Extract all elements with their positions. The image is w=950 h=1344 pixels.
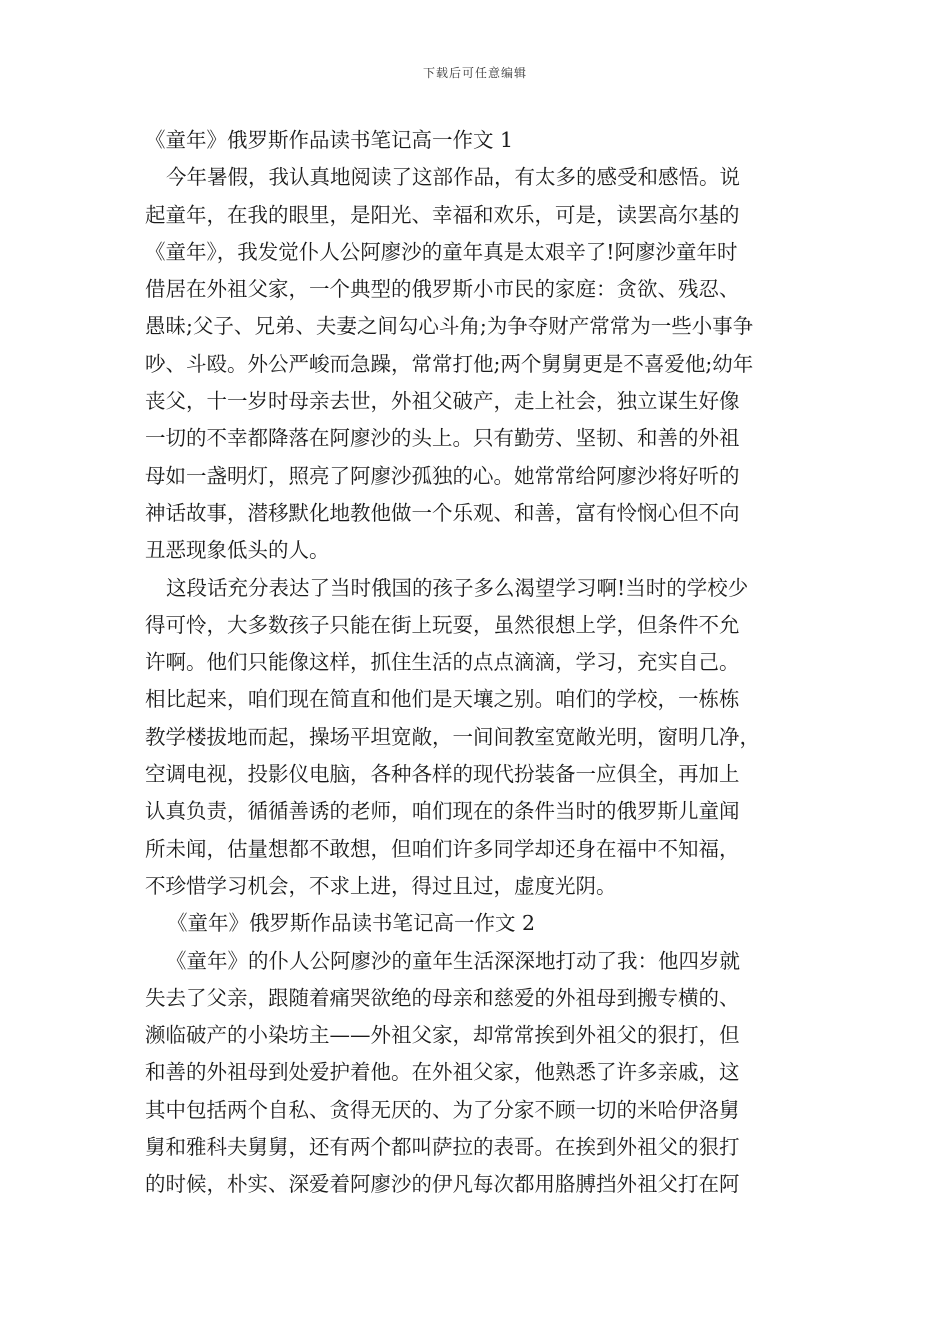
- paragraph-line: 所未闻，估量想都不敢想，但咱们许多同学却还身在福中不知福，: [145, 836, 740, 861]
- paragraph-line: 濒临破产的小染坊主——外祖父家，却常常挨到外祖父的狠打，但: [145, 1023, 740, 1048]
- paragraph-line: 丑恶现象低头的人。: [145, 538, 330, 563]
- paragraph-line: 的时候，朴实、深爱着阿廖沙的伊凡每次都用胳膊挡外祖父打在阿: [145, 1172, 740, 1197]
- paragraph-line: 舅和雅科夫舅舅，还有两个都叫萨拉的表哥。在挨到外祖父的狠打: [145, 1135, 740, 1160]
- paragraph-line: 《童年》，我发觉仆人公阿廖沙的童年真是太艰辛了!阿廖沙童年时: [145, 239, 738, 264]
- paragraph-line: 不珍惜学习机会，不求上进，得过且过，虚度光阴。: [145, 873, 617, 898]
- paragraph-line: 空调电视，投影仪电脑，各种各样的现代扮装备一应俱全，再加上: [145, 762, 740, 787]
- article1-paragraph-2: [145, 570, 825, 906]
- article1-paragraph-1: [145, 159, 825, 569]
- paragraph-line: 许啊。他们只能像这样，抓住生活的点点滴滴，学习，充实自己。: [145, 650, 740, 675]
- article-title-2: 《童年》俄罗斯作品读书笔记高一作文 2: [167, 911, 536, 936]
- paragraph-line: 愚昧;父子、兄弟、夫妻之间勾心斗角;为争夺财产常常为一些小事争: [145, 314, 754, 339]
- header-note: 下载后可任意编辑: [422, 66, 527, 80]
- paragraph-line: 《童年》的仆人公阿廖沙的童年生活深深地打动了我：他四岁就: [166, 948, 740, 973]
- paragraph-line: 得可怜，大多数孩子只能在街上玩耍，虽然很想上学，但条件不允: [145, 612, 740, 637]
- paragraph-line: 起童年，在我的眼里，是阳光、幸福和欢乐，可是，读罢高尔基的: [145, 202, 740, 227]
- paragraph-line: 失去了父亲，跟随着痛哭欲绝的母亲和慈爱的外祖母到搬专横的、: [145, 985, 740, 1010]
- paragraph-line: 丧父，十一岁时母亲去世，外祖父破产，走上社会，独立谋生好像: [145, 389, 740, 414]
- paragraph-line: 这段话充分表达了当时俄国的孩子多么渴望学习啊!当时的学校少: [166, 575, 749, 600]
- paragraph-line: 吵、斗殴。外公严峻而急躁，常常打他;两个舅舅更是不喜爱他;幼年: [145, 351, 754, 376]
- paragraph-line: 母如一盏明灯，照亮了阿廖沙孤独的心。她常常给阿廖沙将好听的: [145, 463, 740, 488]
- paragraph-line: 相比起来，咱们现在简直和他们是天壤之别。咱们的学校，一栋栋: [145, 687, 740, 712]
- document-body: [145, 122, 825, 1204]
- article2-paragraph-1: [145, 943, 825, 1204]
- paragraph-line: 其中包括两个自私、贪得无厌的、为了分家不顾一切的米哈伊洛舅: [145, 1097, 740, 1122]
- paragraph-line: 今年暑假，我认真地阅读了这部作品，有太多的感受和感悟。说: [166, 165, 740, 190]
- paragraph-line: 借居在外祖父家，一个典型的俄罗斯小市民的家庭：贪欲、残忍、: [145, 277, 740, 302]
- paragraph-line: 神话故事，潜移默化地教他做一个乐观、和善，富有怜悯心但不向: [145, 500, 740, 525]
- paragraph-line: 认真负责，循循善诱的老师，咱们现在的条件当时的俄罗斯儿童闻: [145, 799, 740, 824]
- paragraph-line: 和善的外祖母到处爱护着他。在外祖父家，他熟悉了许多亲戚，这: [145, 1060, 740, 1085]
- paragraph-line: 一切的不幸都降落在阿廖沙的头上。只有勤劳、坚韧、和善的外祖: [145, 426, 740, 451]
- article-title-1: 《童年》俄罗斯作品读书笔记高一作文 1: [145, 128, 514, 152]
- paragraph-line: 教学楼拔地而起，操场平坦宽敞，一间间教室宽敞光明，窗明几净，: [145, 724, 760, 749]
